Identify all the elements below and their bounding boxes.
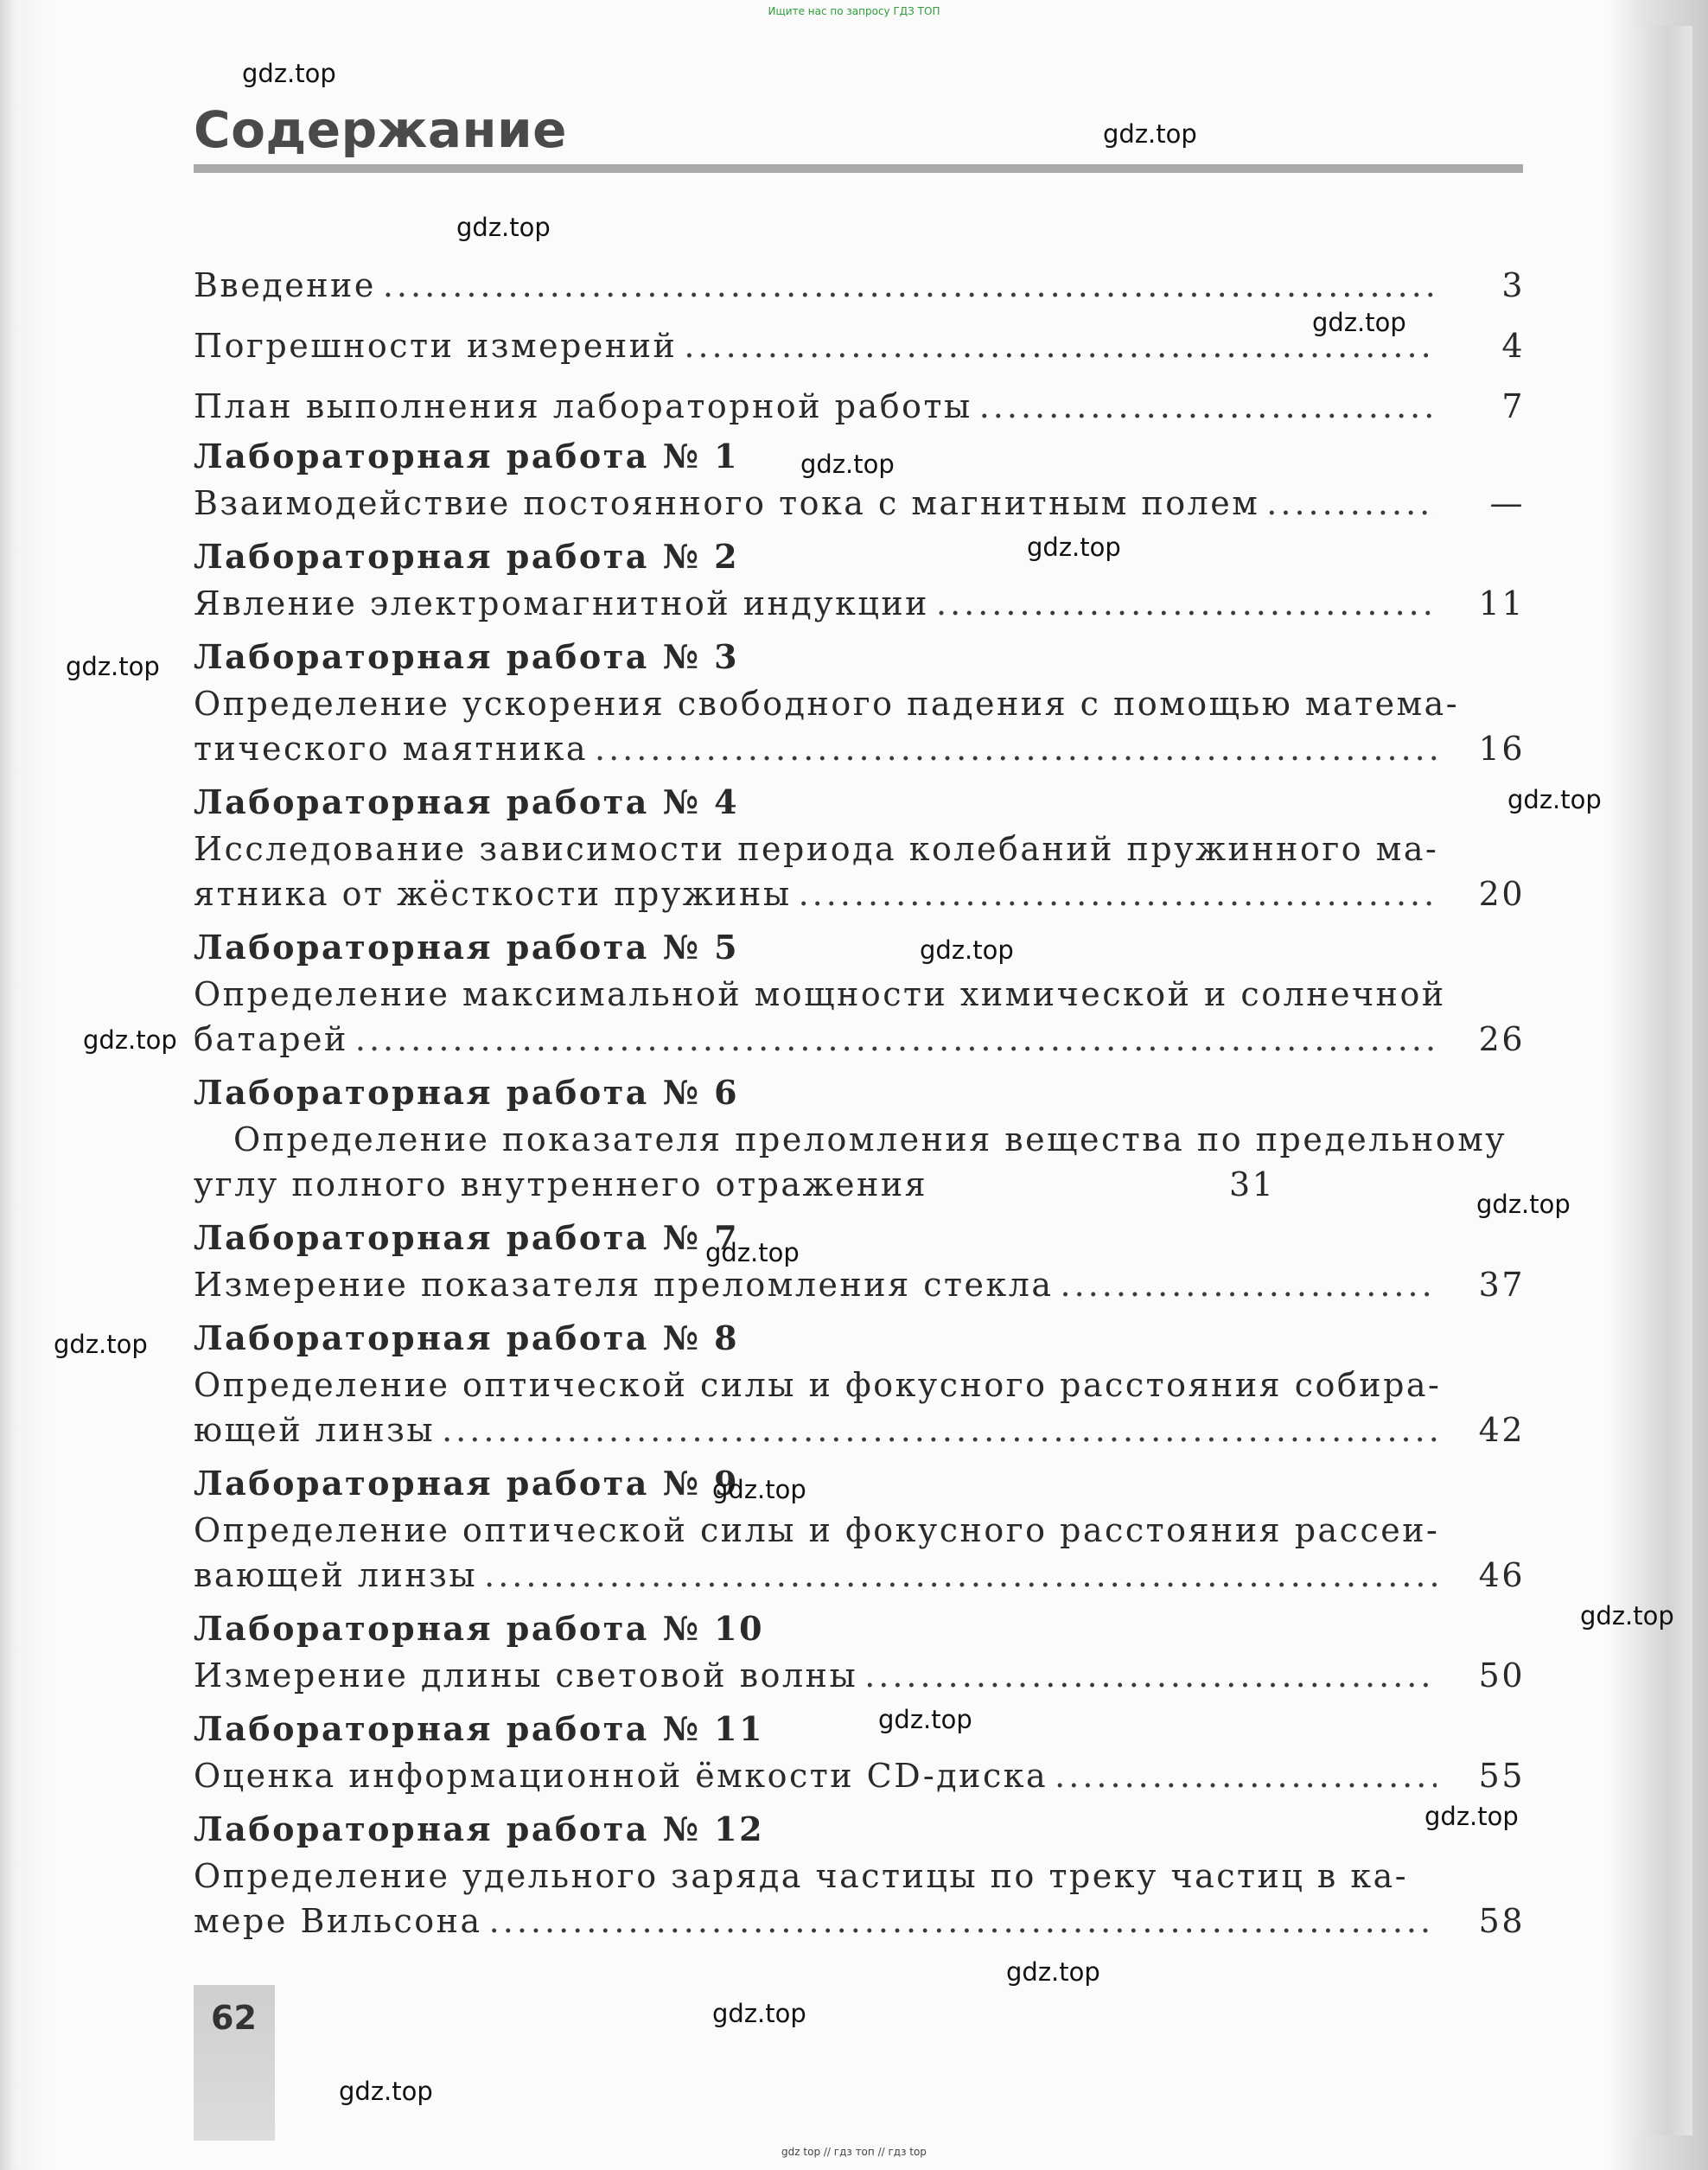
toc-entry-text: План выполнения лабораторной работы [194,387,972,425]
leader-dots [1061,1262,1437,1307]
toc-page-number: 31 [1229,1165,1276,1203]
leader-dots [864,1653,1437,1698]
watermark: gdz.top [339,2077,433,2106]
watermark: gdz.top [800,450,895,479]
leader-dots [442,1407,1437,1452]
toc-page-number: 50 [1478,1656,1525,1695]
leader-dots [1055,1753,1437,1798]
watermark: gdz.top [878,1705,972,1734]
leader-dots [595,726,1437,771]
toc-entry-lab-11 [194,1753,1525,1798]
lab-heading-6: Лабораторная работа № 6 [194,1073,740,1112]
toc-entry-lab-9 [194,1553,1525,1598]
lab-heading-11: Лабораторная работа № 11 [194,1709,765,1748]
toc-entry-text: Измерение показателя преломления стекла [194,1266,1054,1304]
watermark: gdz.top [1424,1802,1519,1831]
lab-heading-3: Лабораторная работа № 3 [194,637,740,676]
leader-dots [1266,481,1437,526]
toc-entry-text: Погрешности измерений [194,327,678,365]
watermark: gdz.top [456,213,551,242]
toc-page-number: — [1489,484,1525,522]
page-edge-shadow [1632,26,1692,2135]
toc-entry-lab-8 [194,1407,1525,1452]
lab-heading-7: Лабораторная работа № 7 [194,1218,740,1257]
watermark: gdz.top [1027,533,1121,562]
bottom-banner[interactable]: gdz top // гдз топ // гдз top [781,2146,927,2158]
toc-entry-text: Определение оптической силы и фокусного расстояния рассеи- [194,1511,1440,1549]
toc-entry-lab-12 [194,1899,1525,1943]
toc-entry-text: Определение максимальной мощности химической и солнечной [194,975,1446,1013]
watermark: gdz.top [1476,1190,1571,1219]
toc-entry-lab-2 [194,581,1525,626]
toc-page-number: 7 [1501,387,1525,425]
toc-entry-lab-4 [194,871,1525,916]
toc-entry-text: Измерение длины световой волны [194,1656,858,1695]
lab-heading-10: Лабораторная работа № 10 [194,1609,765,1648]
toc-page-number: 3 [1501,266,1525,304]
watermark: gdz.top [920,935,1014,965]
leader-dots [484,1553,1437,1598]
toc-entry-text: ятника от жёсткости пружины [194,875,792,913]
toc-entry-plan [194,384,1525,429]
toc-entry-text: углу полного внутреннего отражения [194,1165,928,1203]
watermark: gdz.top [83,1025,177,1055]
toc-entry-text: ющей линзы [194,1411,436,1449]
lab-heading-8: Лабораторная работа № 8 [194,1318,740,1357]
toc-entry-lab-10 [194,1653,1525,1698]
watermark: gdz.top [54,1330,148,1359]
watermark: gdz.top [712,1999,806,2028]
title-underline [194,164,1523,173]
toc-entry-text: вающей линзы [194,1556,478,1594]
toc-entry-text: Определение ускорения свободного падения с помощью матема- [194,685,1460,723]
toc-entry-lab-3 [194,726,1525,771]
lab-heading-9: Лабораторная работа № 9 [194,1464,740,1503]
toc-entry-lab-7 [194,1262,1525,1307]
watermark: gdz.top [1507,785,1602,814]
toc-page-number: 20 [1478,875,1525,913]
watermark: gdz.top [712,1475,806,1504]
watermark: gdz.top [1312,308,1406,337]
lab-heading-1: Лабораторная работа № 1 [194,437,740,475]
lab-heading-12: Лабораторная работа № 12 [194,1809,765,1848]
toc-entry-text: Определение показателя преломления вещества по предельному [233,1120,1507,1158]
lab-heading-4: Лабораторная работа № 4 [194,782,740,821]
lab-heading-5: Лабораторная работа № 5 [194,928,740,967]
leader-dots [383,263,1437,308]
page-title: Содержание [194,100,568,159]
watermark: gdz.top [66,652,160,681]
toc-page-number: 11 [1478,584,1525,622]
toc-page-number: 37 [1478,1266,1525,1304]
leader-dots [936,581,1437,626]
toc-page-number: 42 [1478,1411,1525,1449]
toc-entry-lab-1 [194,481,1525,526]
toc-entry-intro [194,263,1525,308]
leader-dots [489,1899,1437,1943]
toc-entry-text: тического маятника [194,730,589,768]
toc-entry-text: Определение оптической силы и фокусного расстояния собира- [194,1366,1442,1404]
toc-page-number: 4 [1501,327,1525,365]
top-banner[interactable]: Ищите нас по запросу ГДЗ ТОП [768,5,940,17]
toc-entry-text: батарей [194,1020,348,1058]
toc-entry-text: Явление электромагнитной индукции [194,584,929,622]
toc-entry-text: Взаимодействие постоянного тока с магнитным полем [194,484,1260,522]
toc-page-number: 55 [1478,1757,1525,1795]
leader-dots [799,871,1437,916]
toc-entry-text: мере Вильсона [194,1902,482,1940]
toc-page-number: 46 [1478,1556,1525,1594]
watermark: gdz.top [242,59,336,88]
toc-page-number: 16 [1478,730,1525,768]
toc-entry-text: Оценка информационной ёмкости CD-диска [194,1757,1048,1795]
lab-heading-2: Лабораторная работа № 2 [194,537,740,576]
watermark: gdz.top [1103,119,1197,149]
toc-page-number: 26 [1478,1020,1525,1058]
leader-dots [979,384,1437,429]
toc-entry-text: Исследование зависимости периода колебаний пружинного ма- [194,830,1439,868]
watermark: gdz.top [1580,1601,1674,1631]
watermark: gdz.top [1006,1957,1100,1987]
toc-entry-text: Определение удельного заряда частицы по треку частиц в ка- [194,1857,1409,1895]
toc-entry-text: Введение [194,266,376,304]
toc-entry-lab-5 [194,1017,1525,1062]
page-number: 62 [211,1999,257,2037]
leader-dots [355,1017,1437,1062]
watermark: gdz.top [705,1238,800,1267]
toc-page-number: 58 [1478,1902,1525,1940]
